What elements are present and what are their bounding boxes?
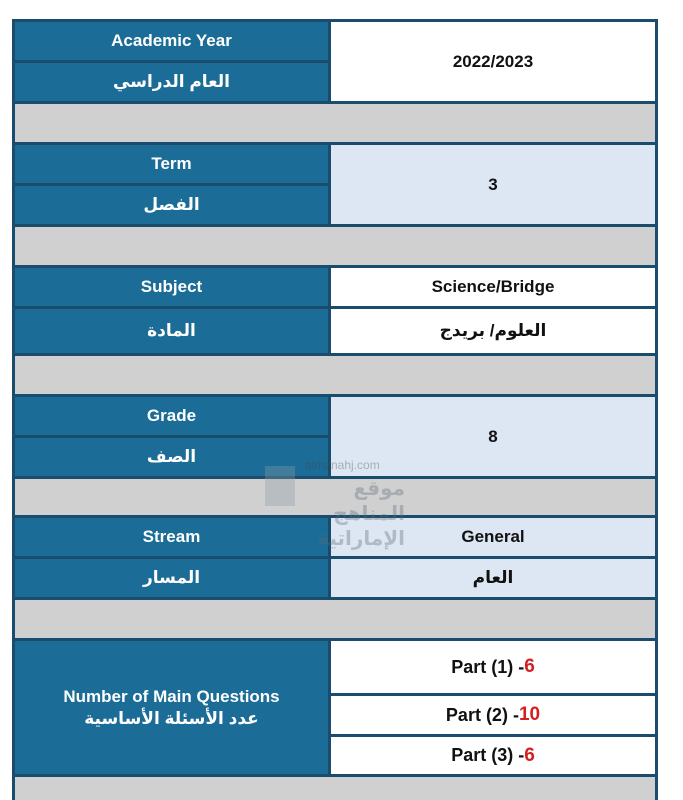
part-3-count: 6 xyxy=(524,744,535,766)
stream-value-en: General xyxy=(331,518,655,556)
info-table xyxy=(12,19,658,800)
stream-label-en: Stream xyxy=(15,518,328,556)
grade-value: 8 xyxy=(331,397,655,476)
term-label-en: Term xyxy=(15,145,328,183)
questions-label-ar: عدد الأسئلة الأساسية xyxy=(84,708,259,728)
subject-value-en: Science/Bridge xyxy=(331,268,655,306)
term-label-ar: الفصل xyxy=(15,186,328,224)
watermark-name: موقع المناهج الإماراتية xyxy=(317,478,405,550)
separator-row xyxy=(15,600,655,638)
term-value: 3 xyxy=(331,145,655,224)
watermark-site: almanahj.com xyxy=(305,458,380,472)
subject-label-ar: المادة xyxy=(15,309,328,353)
separator-row xyxy=(15,227,655,265)
grade-label-ar: الصف xyxy=(15,438,328,476)
subject-label-en: Subject xyxy=(15,268,328,306)
part-1-row xyxy=(331,641,655,693)
stream-value-ar: العام xyxy=(331,559,655,597)
academic-year-value: 2022/2023 xyxy=(331,22,655,101)
part-1-label: Part (1) - xyxy=(451,656,525,677)
subject-value-ar: العلوم/ بريدج xyxy=(331,309,655,353)
academic-year-label-ar: العام الدراسي xyxy=(15,63,328,101)
separator-row xyxy=(15,104,655,142)
part-2-count: 10 xyxy=(518,704,541,725)
part-3-row xyxy=(331,737,655,774)
separator-row xyxy=(15,777,655,800)
separator-row xyxy=(15,479,655,515)
stream-label-ar: المسار xyxy=(15,559,328,597)
questions-label-en: Number of Main Questions xyxy=(63,686,280,706)
part-2-row xyxy=(331,696,655,734)
part-3-label: Part (3) - xyxy=(451,745,525,765)
part-2-label: Part (2) - xyxy=(445,704,519,725)
academic-year-label-en: Academic Year xyxy=(15,22,328,60)
questions-label xyxy=(15,641,328,774)
part-1-count: 6 xyxy=(524,656,535,677)
separator-row xyxy=(15,356,655,394)
grade-label-en: Grade xyxy=(15,397,328,435)
